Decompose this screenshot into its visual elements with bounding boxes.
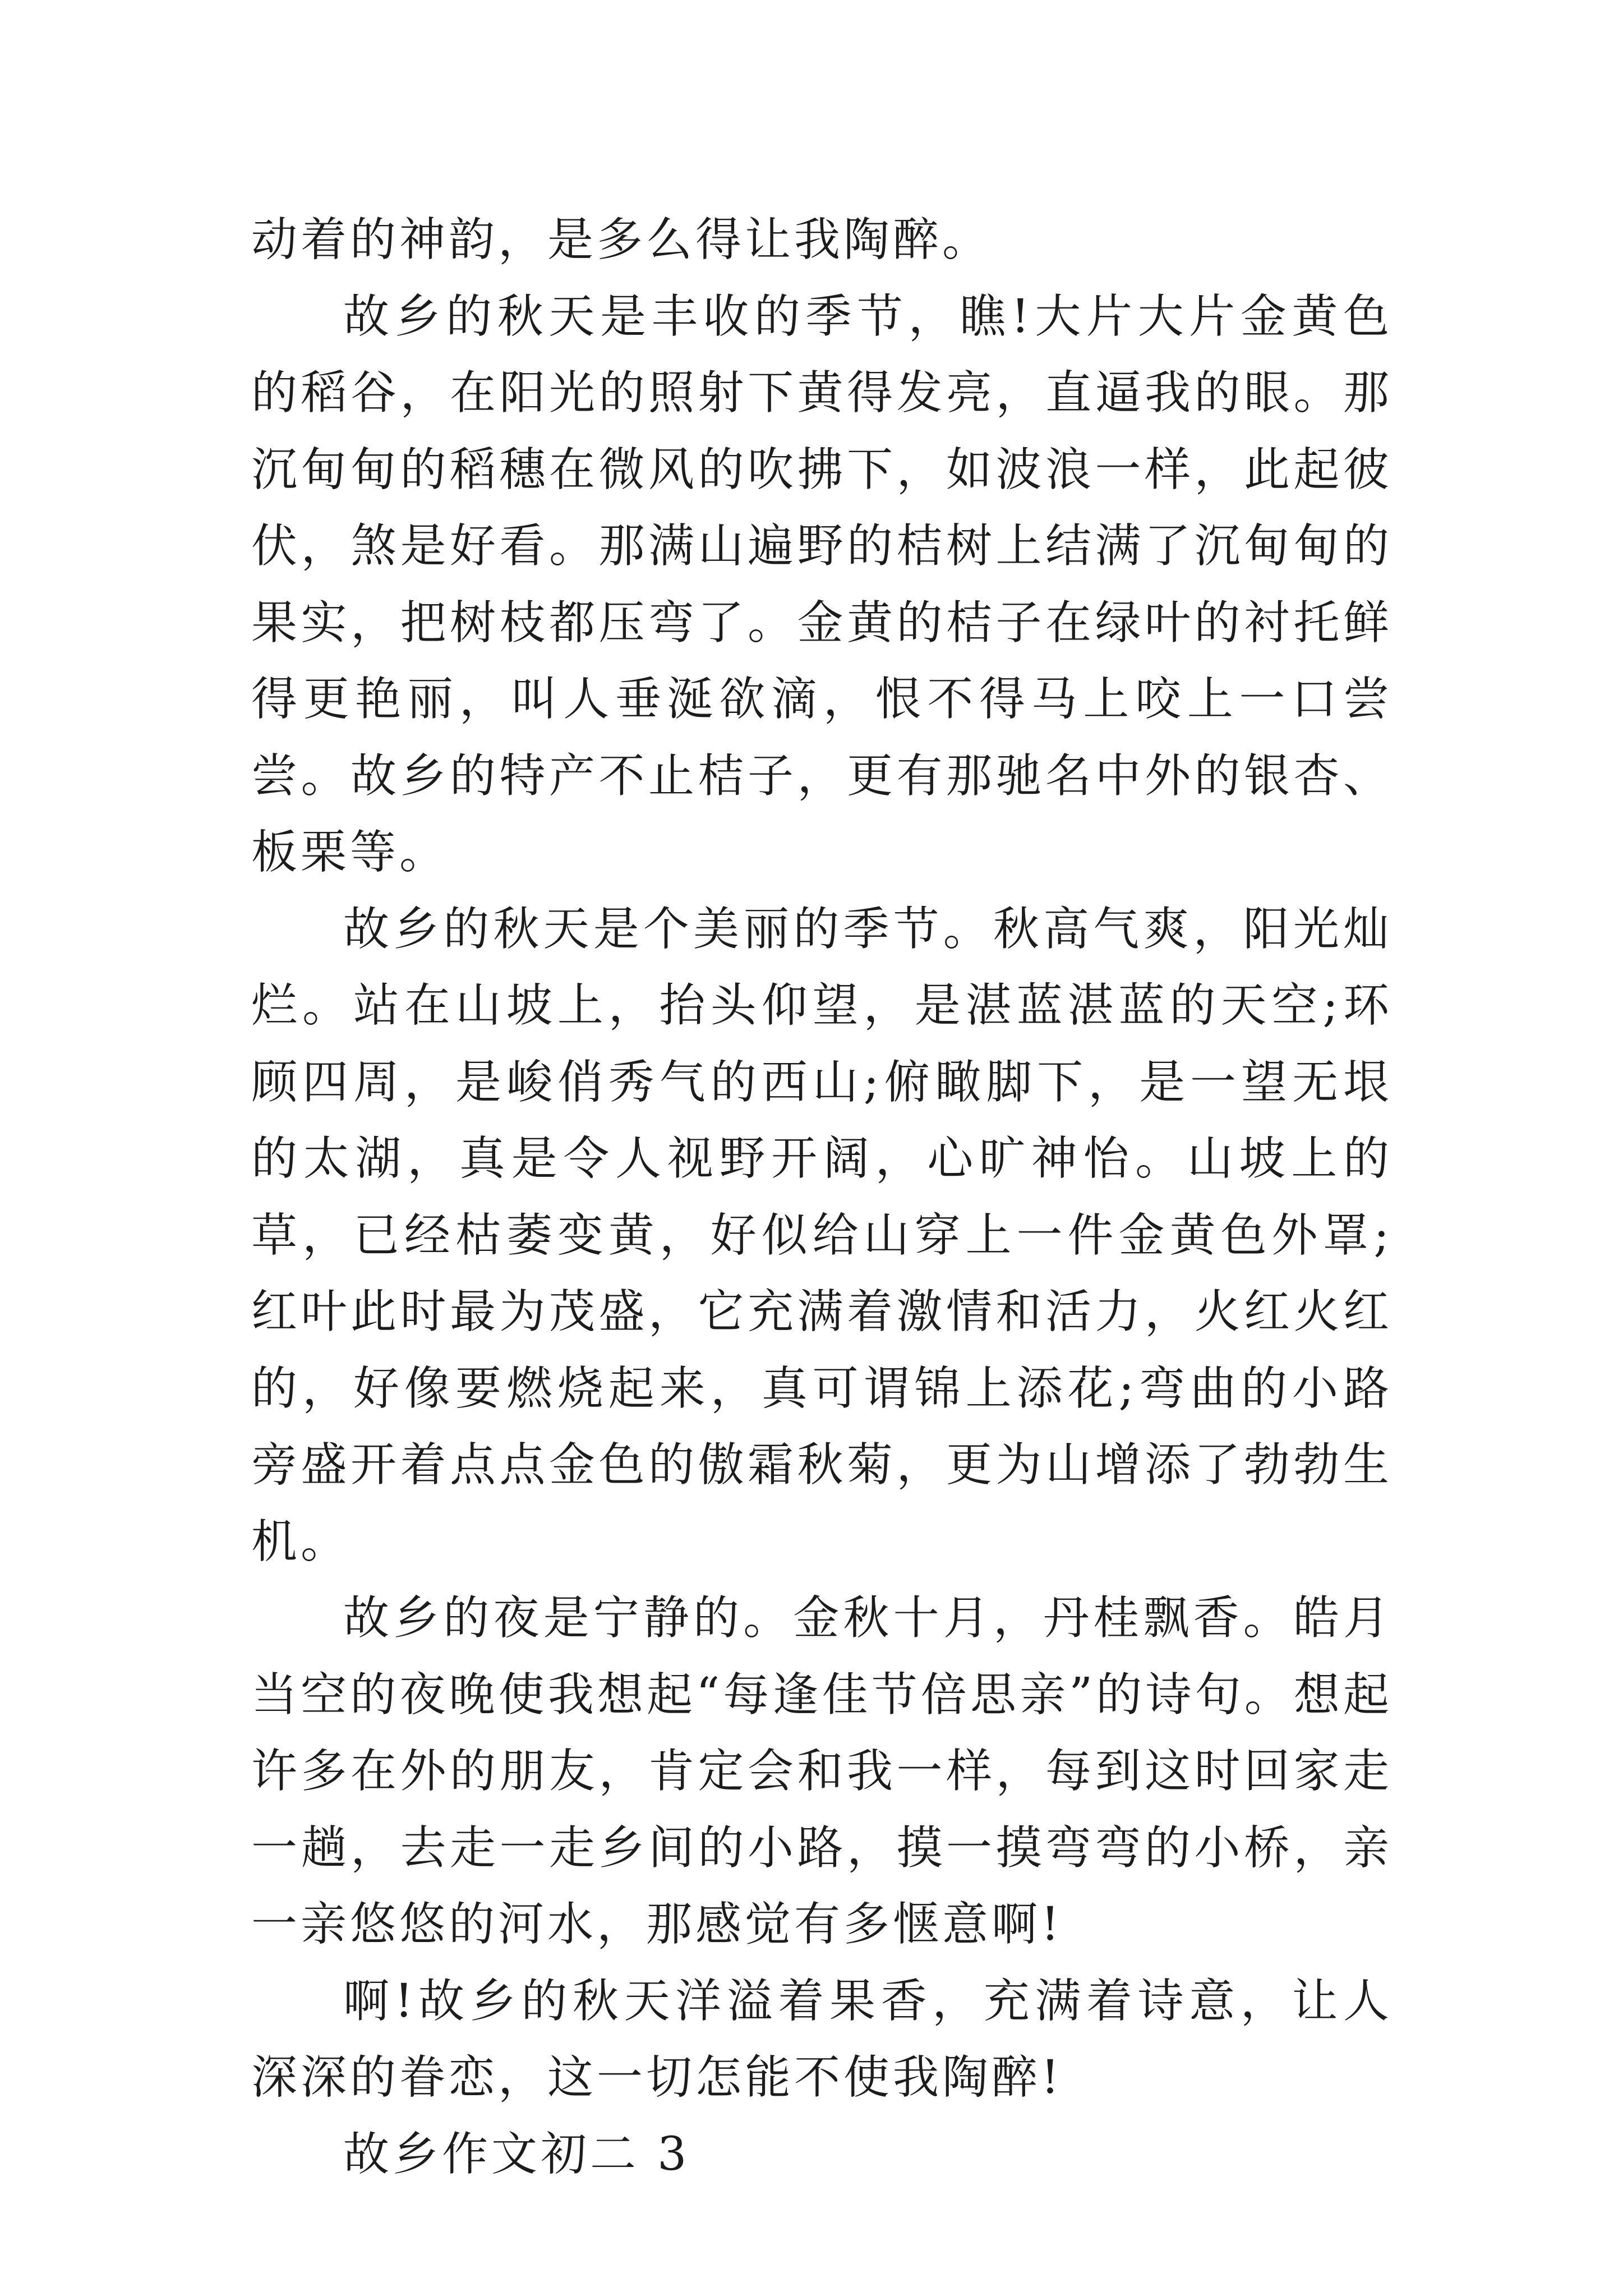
paragraph-continuation: 动着的神韵，是多么得让我陶醉。: [251, 213, 992, 266]
paragraph-harvest: 故乡的秋天是丰收的季节，瞧!大片大片金黄色的稻谷，在阳光的照射下黄得发亮，直逼我的眼。那沉甸甸的稻穗在微风的吹拂下，如波浪一样，此起彼伏，煞是好看。那满山遍野的桔树上结满了沉甸甸的果实，把树枝都压弯了。金黄的桔子在绿叶的衬托鲜得更艳丽，叫人垂涎欲滴，恨不得马上咬上一口尝尝。故乡的特产不止桔子，更有那驰名中外的银杏、板栗等。: [251, 289, 1393, 879]
document-body: [251, 202, 1393, 2193]
section-heading: 故乡作文初二 3: [343, 2127, 690, 2181]
paragraph-beauty: 故乡的秋天是个美丽的季节。秋高气爽，阳光灿烂。站在山坡上，抬头仰望，是湛蓝湛蓝的天空;环顾四周，是峻俏秀气的西山;俯瞰脚下，是一望无垠的太湖，真是令人视野开阔，心旷神怡。山坡上的草，已经枯萎变黄，好似给山穿上一件金黄色外罩;红叶此时最为茂盛，它充满着激情和活力，火红火红的，好像要燃烧起来，真可谓锦上添花;弯曲的小路旁盛开着点点金色的傲霜秋菊，更为山增添了勃勃生机。: [251, 902, 1393, 1568]
paragraph-conclusion: 啊!故乡的秋天洋溢着果香，充满着诗意，让人深深的眷恋，这一切怎能不使我陶醉!: [251, 1974, 1393, 2104]
paragraph-night: 故乡的夜是宁静的。金秋十月，丹桂飘香。皓月当空的夜晚使我想起“每逢佳节倍思亲”的诗句。想起许多在外的朋友，肯定会和我一样，每到这时回家走一趟，去走一走乡间的小路，摸一摸弯弯的小桥，亲一亲悠悠的河水，那感觉有多惬意啊!: [251, 1591, 1393, 1951]
